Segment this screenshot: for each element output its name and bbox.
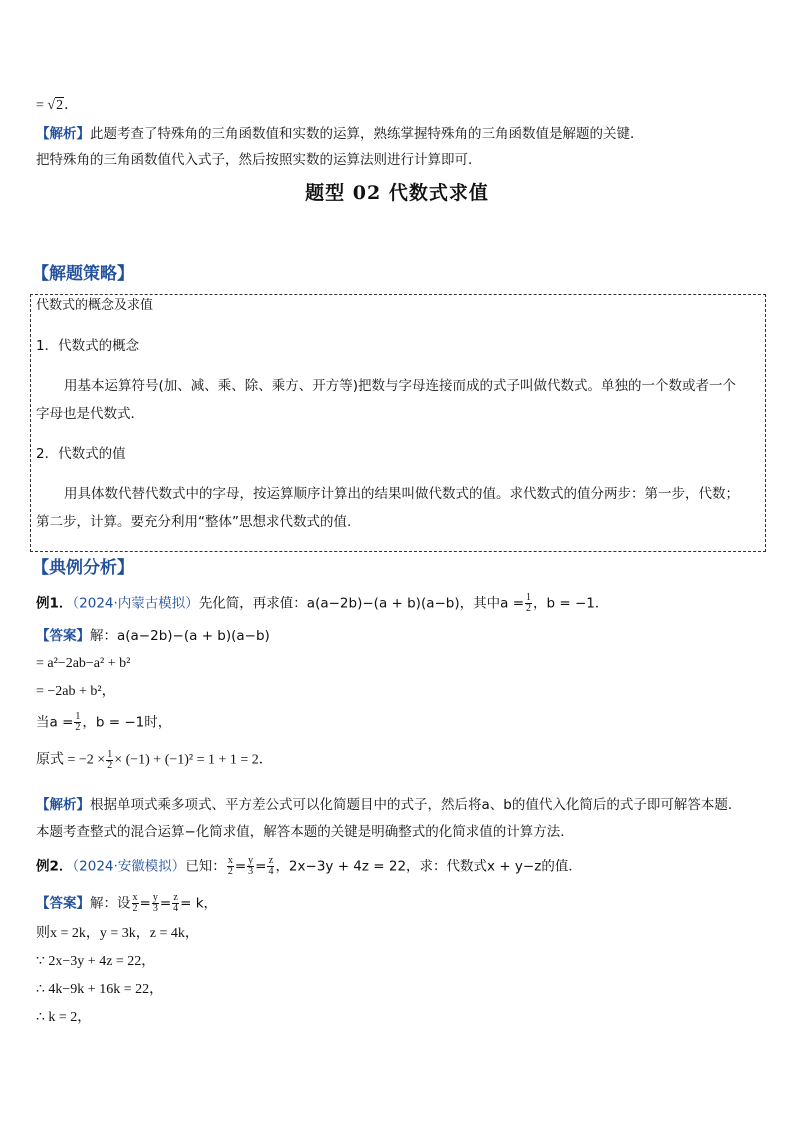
box-title: 代数式的概念及求值	[36, 298, 154, 313]
strategy-heading: 【解题策略】	[32, 264, 134, 284]
item1-title: 1．代数式的概念	[36, 338, 140, 354]
item2-title: 2．代数式的值	[36, 446, 126, 462]
item1-text-a: 用基本运算符号(加、减、乘、除、乘方、开方等)把数与字母连接而成的式子叫做代数式。单独的一个数或者一个	[64, 378, 737, 394]
analysis-text: 此题考查了特殊角的三角函数值和实数的运算，熟练掌握特殊角的三角函数值是解题的关键．	[90, 126, 644, 142]
ex2-label: 例2．	[36, 858, 73, 875]
ex1-answer-text: 解：a(a−2b)−(a + b)(a−b)	[90, 628, 270, 644]
ex1-step1: = a²−2ab−a² + b²	[36, 656, 131, 671]
analysis-label: 【解析】	[36, 126, 90, 142]
ex2-step1: 则x = 2k，y = 3k，z = 4k，	[36, 926, 199, 941]
ex2-answer-label: 【答案】	[36, 895, 90, 912]
ex1-analysis-text: 根据单项式乘多项式、平方差公式可以化简题目中的式子，然后将a、b的值代入化简后的式子即可解答本题．	[90, 797, 742, 813]
item2-text-b: 第二步，计算。要充分利用“整体”思想求代数式的值.	[36, 514, 352, 530]
ex2-step3: ∴ 4k−9k + 16k = 22，	[36, 982, 164, 997]
ex1-stem	[36, 593, 608, 614]
ex1-step3: 当a = $\frac{1}{2}$ ，b = −1时，	[36, 711, 172, 733]
item1-text-b: 字母也是代数式．	[36, 406, 144, 422]
method-line: 把特殊角的三角函数值代入式子，然后按照实数的运算法则进行计算即可．	[36, 152, 482, 168]
ex2-step4: ∴ k = 2，	[36, 1010, 92, 1025]
analysis-line	[36, 124, 644, 144]
ex1-analysis2: 本题考查整式的混合运算−化简求值，解答本题的关键是明确整式的化简求值的计算方法．	[36, 824, 574, 840]
result-line: = √2．	[36, 98, 79, 113]
ex2-answer: 【答案】解：设 $\frac{x}{2}$ = $\frac{y}{3}$ = $\frac{z}{4}$ = k，	[36, 892, 218, 914]
ex1-stem-text: 先化简，再求值：a(a−2b)−(a + b)(a−b)，其中a =	[198, 595, 525, 612]
ex1-stem-end: ，b = −1．	[533, 595, 609, 612]
ex1-label: 例1．	[36, 595, 73, 612]
ex2-step2: ∵ 2x−3y + 4z = 22，	[36, 954, 156, 969]
ex1-frac: $\frac{1}{2}$	[526, 592, 532, 614]
ex2-source: （2024·安徽模拟）	[72, 858, 186, 875]
ex1-analysis-label: 【解析】	[36, 797, 90, 813]
item2-text-a: 用具体数代替代数式中的字母，按运算顺序计算出的结果叫做代数式的值。求代数式的值分两步：第一步，代数；	[64, 486, 739, 502]
ex1-source: （2024·内蒙古模拟）	[72, 595, 199, 612]
ex1-answer	[36, 626, 270, 646]
section-title: 题型 02 代数式求值	[305, 182, 489, 204]
ex1-step2: = −2ab + b²，	[36, 684, 116, 699]
ex1-analysis	[36, 795, 741, 815]
ex2-stem: 例2．（2024·安徽模拟）已知： $\frac{x}{2}$ = $\frac{y}{3}$ = $\frac{z}{4}$ ，2x−3y + 4z = 22，求：代数式x + y−z的值．	[36, 855, 582, 877]
ex1-answer-label: 【答案】	[36, 628, 90, 644]
examples-heading: 【典例分析】	[32, 558, 134, 578]
ex1-step4: 原式 = −2 × $\frac{1}{2}$ × (−1) + (−1)² = 1 + 1 = 2．	[36, 749, 273, 771]
